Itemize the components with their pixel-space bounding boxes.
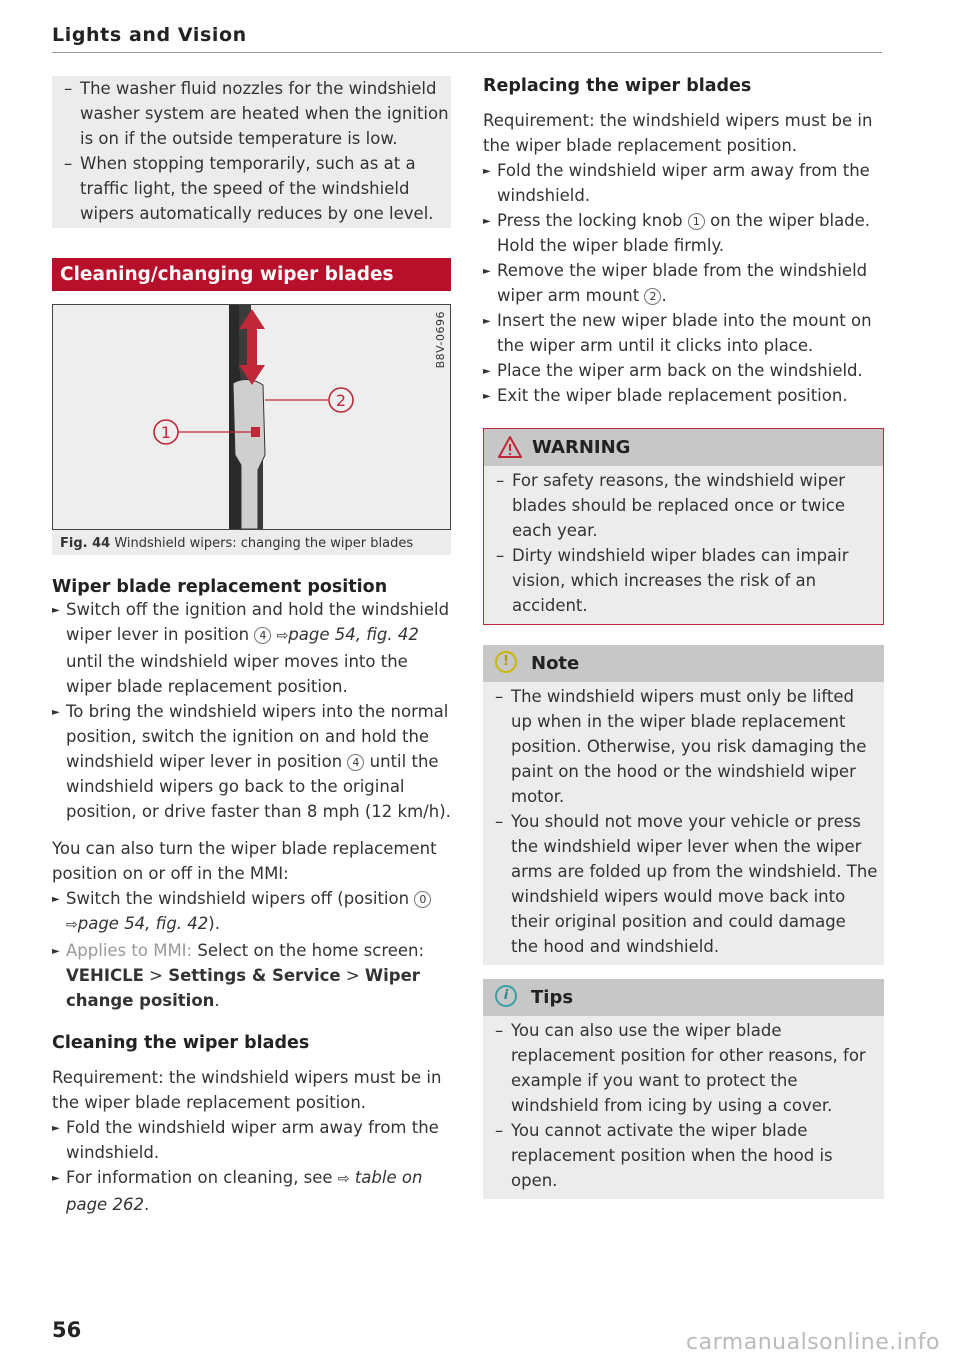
list-item: [483, 258, 884, 308]
list-item: [52, 1165, 451, 1217]
replacement-position-heading: Wiper blade replacement position: [52, 577, 388, 597]
item-text: on the wiper blade. Hold the wiper blade firmly.: [497, 211, 871, 255]
menu-vehicle: VEHICLE: [66, 966, 144, 985]
callout-2: 2: [335, 391, 347, 410]
list-item: ► Fold the windshield wiper arm away from the windshield.: [483, 158, 884, 208]
item-text: ).: [208, 914, 220, 933]
top-notes-box: [52, 76, 451, 228]
table-reference-link[interactable]: table on page 262: [66, 1168, 423, 1214]
tips-header: [483, 979, 884, 1016]
cleaning-heading: Cleaning the wiper blades: [52, 1033, 310, 1053]
item-text: until the windshield wipers go back to the original position, or drive faster than 8 mph (12 km/h).: [66, 752, 451, 821]
menu-settings-service: Settings & Service: [168, 966, 341, 985]
replacing-list: [483, 158, 884, 408]
replacing-heading: Replacing the wiper blades: [483, 76, 752, 96]
page-reference-link[interactable]: page 54, fig. 42: [77, 914, 209, 933]
page-reference-link[interactable]: page 54, fig. 42: [288, 625, 419, 644]
note-title: Note: [531, 653, 580, 674]
note-body: [483, 682, 884, 965]
tips-title: Tips: [531, 987, 574, 1008]
item-text: Switch the windshield wipers off (position: [66, 889, 410, 908]
position-4-symbol: 4: [347, 754, 364, 771]
info-icon: i: [495, 985, 517, 1007]
note-header: [483, 645, 884, 682]
item-text: To bring the windshield wipers into the normal position, switch the ignition on and hold the windshield wiper lever in position: [66, 702, 449, 771]
note-box: [483, 645, 884, 965]
list-item: ► Fold the windshield wiper arm away from the windshield.: [52, 1115, 451, 1165]
cleaning-list: [52, 1115, 451, 1217]
locking-knob-1-symbol: 1: [688, 213, 705, 230]
note-item: – The windshield wipers must only be lifted up when in the wiper blade replacement position. Otherwise, you risk damaging the paint on the hood or the windshield wiper motor.: [483, 684, 878, 809]
warning-title: WARNING: [532, 437, 631, 458]
list-item: [52, 597, 451, 699]
reference-arrow-icon: ⇨: [276, 628, 289, 644]
item-text: Select on the home screen:: [197, 941, 425, 960]
figure-code: B8V-0696: [434, 311, 447, 369]
item-text: until the windshield wiper moves into the wiper blade replacement position.: [66, 652, 408, 696]
replacing-requirement: Requirement: the windshield wipers must be in the wiper blade replacement position.: [483, 111, 873, 155]
reference-arrow-icon: ⇨: [337, 1171, 350, 1187]
menu-wiper-change-position: Wiper change position: [66, 966, 420, 1010]
tips-item: – You can also use the wiper blade replacement position for other reasons, for example if you want to protect the windshield from icing by using a cover.: [483, 1018, 878, 1118]
note-item: – You should not move your vehicle or press the windshield wiper lever when the wiper arms are folded up from the windshield. The windshield wipers would move back into their original position and could damage the hood and windshield.: [483, 809, 878, 959]
tips-box: [483, 979, 884, 1199]
cleaning-requirement: Requirement: the windshield wipers must be in the wiper blade replacement position.: [52, 1068, 442, 1112]
page-number: 56: [52, 1318, 82, 1342]
wiper-figure: [52, 304, 451, 530]
list-item: ► Insert the new wiper blade into the mount on the wiper arm until it clicks into place.: [483, 308, 884, 358]
caption-number: Fig. 44: [60, 536, 111, 551]
position-0-symbol: 0: [414, 891, 431, 908]
warning-box: [483, 428, 884, 625]
tips-item: – You cannot activate the wiper blade replacement position when the hood is open.: [483, 1118, 878, 1193]
item-text: .: [661, 286, 667, 305]
mmi-paragraph: You can also turn the wiper blade replacement position on or off in the MMI:: [52, 839, 437, 883]
replacement-position-list: [52, 597, 451, 824]
top-note-item: – When stopping temporarily, such as at a traffic light, the speed of the windshield wipers automatically reduces by one level.: [52, 151, 451, 226]
mmi-list: [52, 886, 451, 1013]
item-text: Switch off the ignition and hold the windshield wiper lever in position: [66, 600, 450, 644]
item-text: .: [214, 991, 220, 1010]
item-text: For information on cleaning, see: [66, 1168, 333, 1187]
applies-to-label: Applies to MMI:: [66, 941, 193, 960]
menu-separator: >: [345, 966, 360, 985]
warning-item: – For safety reasons, the windshield wiper blades should be replaced once or twice each year.: [484, 468, 877, 543]
list-item: [52, 938, 451, 1013]
list-item: ► Place the wiper arm back on the windshield.: [483, 358, 884, 383]
watermark: carmanualsonline.info: [686, 1330, 940, 1355]
right-column: [483, 76, 884, 1199]
list-item: [52, 886, 451, 938]
warning-item: – Dirty windshield wiper blades can impair vision, which increases the risk of an accident.: [484, 543, 877, 618]
item-text: Remove the wiper blade from the windshield wiper arm mount: [497, 261, 868, 305]
list-item: ► Exit the wiper blade replacement position.: [483, 383, 884, 408]
callout-1: 1: [160, 423, 172, 442]
tips-body: [483, 1016, 884, 1199]
section-heading: Cleaning/changing wiper blades: [52, 258, 451, 291]
caption-text: Windshield wipers: changing the wiper blades: [114, 536, 414, 551]
top-note-item: – The washer fluid nozzles for the windshield washer system are heated when the ignition is on if the outside temperature is low.: [52, 76, 451, 151]
position-4-symbol: 4: [254, 627, 271, 644]
item-text: Press the locking knob: [497, 211, 683, 230]
figure-caption: [52, 530, 451, 555]
reference-arrow-icon: ⇨: [66, 917, 78, 933]
warning-body: [484, 466, 883, 624]
warning-triangle-icon: [498, 436, 522, 463]
left-column: [52, 76, 451, 1217]
item-text: .: [143, 1195, 150, 1214]
list-item: [52, 699, 451, 824]
menu-separator: >: [149, 966, 163, 985]
section-title: Lights and Vision: [52, 24, 247, 46]
warning-header: [484, 429, 883, 466]
list-item: [483, 208, 884, 258]
wiper-illustration: [53, 305, 450, 529]
note-exclamation-icon: !: [495, 651, 517, 673]
header-rule: [52, 52, 882, 53]
mount-2-symbol: 2: [644, 288, 661, 305]
